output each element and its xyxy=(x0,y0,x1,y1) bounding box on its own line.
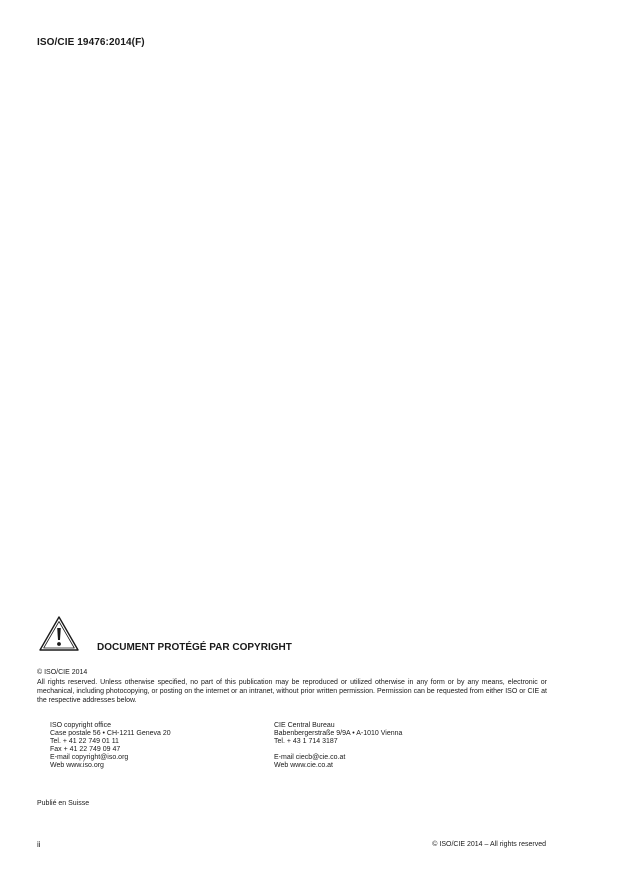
iso-office-fax: Fax + 41 22 749 09 47 xyxy=(50,746,121,753)
iso-office-address xyxy=(50,722,171,770)
iso-office-email: E-mail copyright@iso.org xyxy=(50,754,129,761)
iso-office-tel: Tel. + 41 22 749 01 11 xyxy=(50,738,119,745)
page-number: ii xyxy=(37,840,41,849)
cie-office-address xyxy=(274,722,402,770)
cie-office-name: CIE Central Bureau xyxy=(274,722,335,729)
footer-copyright: © ISO/CIE 2014 – All rights reserved xyxy=(432,841,546,848)
cie-office-tel: Tel. + 43 1 714 3187 xyxy=(274,738,338,745)
spacer xyxy=(274,746,402,754)
iso-office-postal: Case postale 56 • CH-1211 Geneva 20 xyxy=(50,730,171,737)
copyright-notice xyxy=(37,614,547,782)
warning-row xyxy=(37,614,547,658)
iso-office-web: Web www.iso.org xyxy=(50,762,104,769)
published-in: Publié en Suisse xyxy=(37,800,90,807)
cie-office-web: Web www.cie.co.at xyxy=(274,762,334,769)
iso-office-name: ISO copyright office xyxy=(50,722,111,729)
cie-office-postal: Babenbergerstraße 9/9A • A-1010 Vienna xyxy=(274,730,403,737)
rights-text: All rights reserved. Unless otherwise specified, no part of this publication may be reproduced or utilized otherwise in any form or by any means, electronic or mechanical, including photocopying, or posting on the internet or an intranet, without prior written permission. Permission can be requested from either ISO or CIE at the respective addresses below. xyxy=(37,679,547,704)
document-id-header: ISO/CIE 19476:2014(F) xyxy=(37,37,145,48)
cie-office-email: E-mail ciecb@cie.co.at xyxy=(274,754,346,761)
warning-triangle-icon xyxy=(37,614,81,654)
addresses xyxy=(37,722,547,782)
copyright-title: DOCUMENT PROTÉGÉ PAR COPYRIGHT xyxy=(97,642,292,653)
copyright-line: © ISO/CIE 2014 xyxy=(37,669,88,676)
